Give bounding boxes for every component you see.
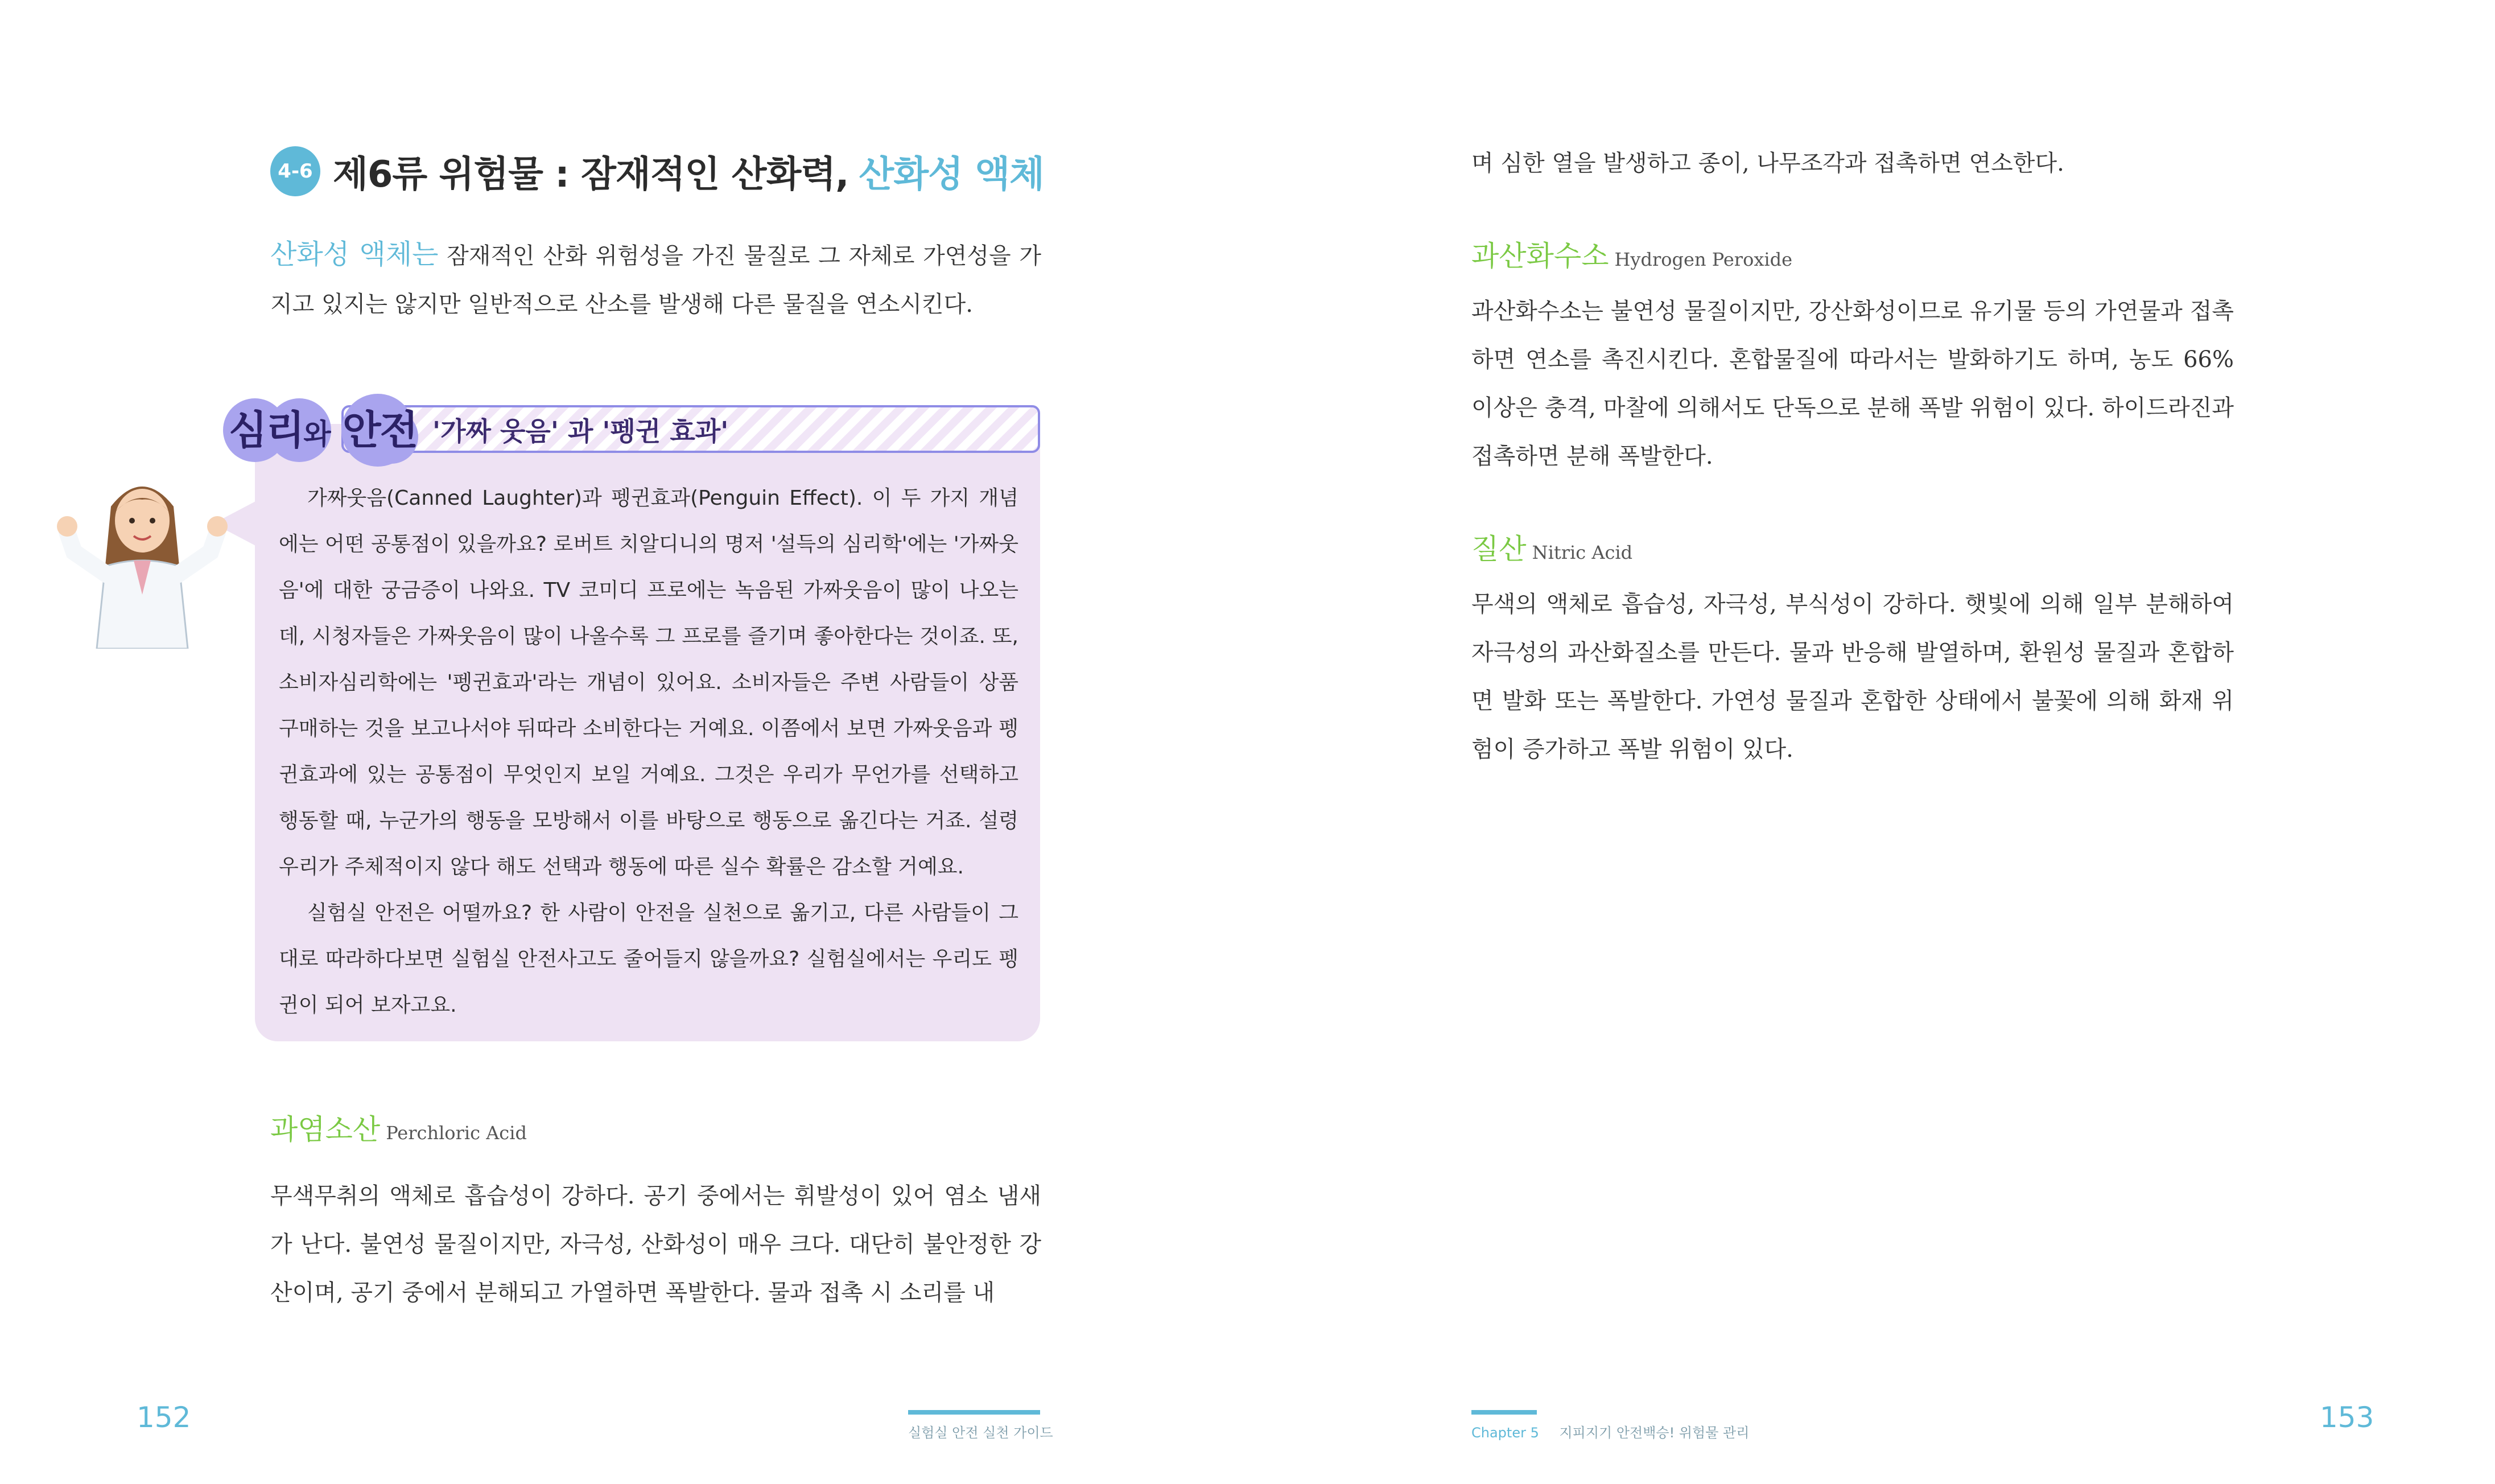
hydrogen-peroxide-title-en: Hydrogen Peroxide — [1614, 249, 1793, 270]
psychology-safety-label — [229, 398, 417, 456]
scientist-illustration — [57, 467, 228, 649]
right-page — [1247, 0, 2495, 1484]
perchloric-paragraph: 무색무취의 액체로 흡습성이 강하다. 공기 중에서는 휘발성이 있어 염소 냄새가 난다. 불연성 물질이지만, 자극성, 산화성이 매우 크다. 대단히 불안정한 강산이며, 공기 중에서 분해되고 가열하면 폭발한다. 물과 접촉 시 소리를 내 — [270, 1183, 1041, 1306]
intro-term: 산화성 액체는 — [270, 238, 439, 270]
nitric-acid-paragraph: 무색의 액체로 흡습성, 자극성, 부식성이 강하다. 햇빛에 의해 일부 분해하여 자극성의 과산화질소를 만든다. 물과 반응해 발열하며, 환원성 물질과 혼합하면 발화 또는 폭발한다. 가연성 물질과 혼합한 상태에서 불꽃에 의해 화재 위험이 증가하고 폭발 위험이 있다. — [1471, 591, 2234, 762]
hydrogen-peroxide-title-ko: 과산화수소 — [1471, 240, 1609, 273]
psychology-box-title: '가짜 웃음' 과 '펭귄 효과' — [432, 416, 729, 447]
label-main-1: 심리 — [229, 407, 304, 454]
nitric-acid-heading — [1471, 526, 1632, 567]
page-number-left: 152 — [137, 1401, 191, 1434]
hydrogen-peroxide-heading — [1471, 233, 1792, 274]
book-title: 실험실 안전 실천 가이드 — [908, 1425, 1053, 1441]
nitric-acid-title-en: Nitric Acid — [1532, 542, 1633, 563]
perchloric-heading — [270, 1107, 527, 1148]
left-page — [0, 0, 1247, 1484]
nitric-acid-title-ko: 질산 — [1471, 533, 1527, 566]
footer-rule-right — [1471, 1410, 1537, 1415]
chapter-footer — [1471, 1421, 1749, 1441]
label-small: 와 — [303, 418, 330, 451]
section-heading — [270, 145, 1044, 197]
chapter-title: 지피지기 안전백승! 위험물 관리 — [1559, 1425, 1750, 1441]
intro-text: 잠재적인 산화 위험성을 가진 물질로 그 자체로 가연성을 가지고 있지는 않지만 일반적으로 산소를 발생해 다른 물질을 연소시킨다. — [270, 243, 1042, 318]
psychology-body — [279, 475, 1018, 1028]
intro-paragraph — [270, 230, 1041, 329]
perchloric-title-ko: 과염소산 — [270, 1113, 381, 1146]
label-main-2: 안전 — [342, 407, 418, 454]
perchloric-title-en: Perchloric Acid — [386, 1122, 527, 1144]
section-title-accent: 산화성 액체 — [859, 154, 1044, 196]
footer-rule-left — [908, 1410, 1040, 1415]
psychology-paragraph: 가짜웃음(Canned Laughter)과 펭귄효과(Penguin Effect). 이 두 가지 개념에는 어떤 공통점이 있을까요? 로버트 치알디니의 명저 '설득의 심리학'에는 '가짜웃음'에 대한 궁금증이 나와요. TV 코미디 프로에는 녹음된 가짜웃음이 많이 나오는데, 시청자들은 가짜웃음이 많이 나올수록 그 프로를 즐기며 좋아한다는 것이죠. 또, 소비자심리학에는 '펭귄효과'라는 개념이 있어요. 소비자들은 주변 사람들이 상품 구매하는 것을 보고나서야 뒤따라 소비한다는 거예요. 이쯤에서 보면 가짜웃음과 펭귄효과에 있는 공통점이 무엇인지 보일 거예요. 그것은 우리가 무언가를 선택하고 행동할 때, 누군가의 행동을 모방해서 이를 바탕으로 행동으로 옮긴다는 거죠. 설령 우리가 주체적이지 않다 해도 선택과 행동에 따른 실수 확률은 감소할 거예요. — [279, 487, 1018, 879]
psychology-paragraph: 실험실 안전은 어떨까요? 한 사람이 안전을 실천으로 옮기고, 다른 사람들이 그대로 따라하다보면 실험실 안전사고도 줄어들지 않을까요? 실험실에서는 우리도 펭귄이 되어 보자고요. — [279, 901, 1018, 1017]
page-number-right: 153 — [2320, 1401, 2374, 1434]
chapter-label: Chapter 5 — [1471, 1425, 1539, 1441]
hydrogen-peroxide-paragraph: 과산화수소는 불연성 물질이지만, 강산화성이므로 유기물 등의 가연물과 접촉하면 연소를 촉진시킨다. 혼합물질에 따라서는 발화하기도 하며, 농도 66% 이상은 충격, 마찰에 의해서도 단독으로 분해 폭발 위험이 있다. 하이드라진과 접촉하면 분해 폭발한다. — [1471, 298, 2234, 469]
section-title: 제6류 위험물 : 잠재적인 산화력, — [333, 154, 849, 196]
continued-paragraph: 며 심한 열을 발생하고 종이, 나무조각과 접촉하면 연소한다. — [1471, 150, 2064, 176]
section-number-badge: 4-6 — [270, 146, 320, 196]
